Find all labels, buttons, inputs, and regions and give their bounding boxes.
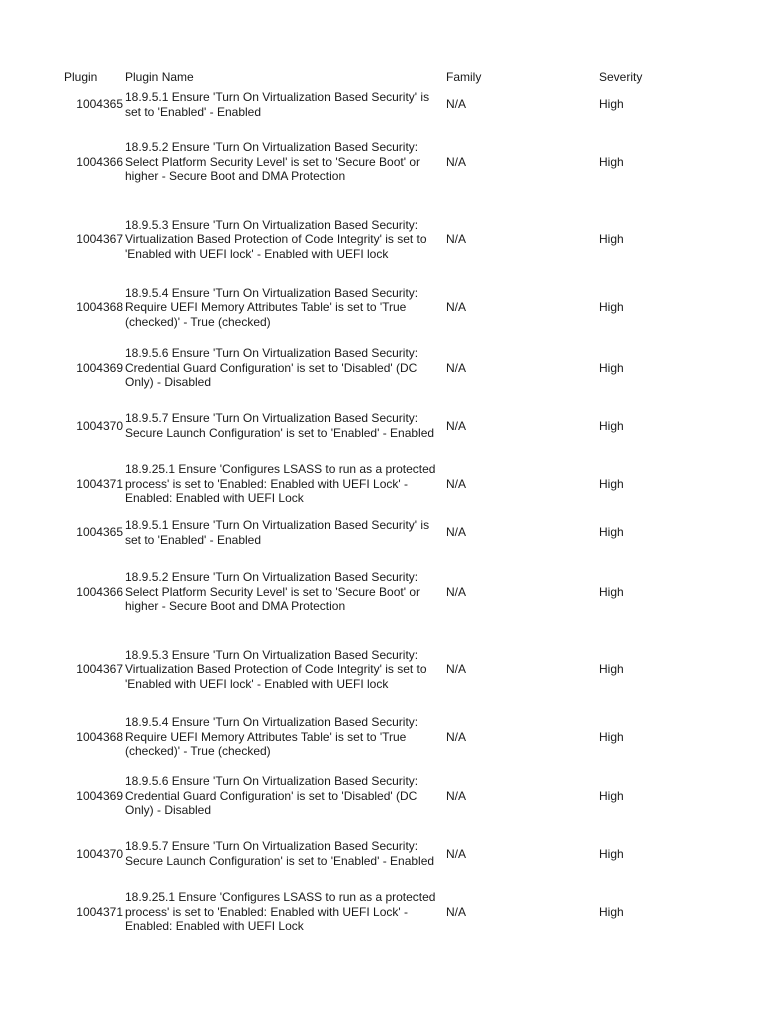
plugin-name: 18.9.5.4 Ensure 'Turn On Virtualization Based Security: Require UEFI Memory Attributes Table' is set to 'True (checked)' - True (checked): [125, 715, 419, 759]
plugin-family: N/A: [446, 525, 467, 540]
table-row: [0, 397, 768, 455]
plugin-severity: High: [599, 662, 624, 677]
plugin-family: N/A: [446, 154, 467, 169]
table-row: [0, 276, 768, 339]
plugin-name: 18.9.25.1 Ensure 'Configures LSASS to run as a protected process' is set to 'Enabled: Enabled with UEFI Lock' - Enabled: Enabled with UEFI Lock: [125, 890, 436, 934]
table-row: [0, 455, 768, 513]
plugin-severity: High: [599, 904, 624, 919]
plugin-severity: High: [599, 584, 624, 599]
plugin-name: 18.9.5.7 Ensure 'Turn On Virtualization Based Security: Secure Launch Configuration' is set to 'Enabled' - Enabled: [125, 839, 435, 868]
plugin-name: 18.9.5.2 Ensure 'Turn On Virtualization Based Security: Select Platform Security Level' is set to 'Secure Boot' or higher - Secure Boot and DMA Protection: [125, 570, 421, 614]
table-row: [0, 552, 768, 632]
column-header-plugin: Plugin: [64, 70, 98, 84]
plugin-severity: High: [599, 232, 624, 247]
plugin-id: 1004365: [76, 97, 123, 112]
plugin-severity: High: [599, 476, 624, 491]
plugin-family: N/A: [446, 729, 467, 744]
plugin-id: 1004365: [76, 525, 123, 540]
table-row: [0, 767, 768, 825]
plugin-family: N/A: [446, 97, 467, 112]
plugin-id: 1004369: [76, 788, 123, 803]
plugin-id: 1004369: [76, 360, 123, 375]
table-row: [0, 883, 768, 941]
plugin-family: N/A: [446, 846, 467, 861]
plugin-id: 1004367: [76, 662, 123, 677]
plugin-severity: High: [599, 360, 624, 375]
plugin-severity: High: [599, 525, 624, 540]
plugin-family: N/A: [446, 300, 467, 315]
plugin-id: 1004370: [76, 418, 123, 433]
plugin-name: 18.9.5.1 Ensure 'Turn On Virtualization Based Security' is set to 'Enabled' - Enabled: [125, 517, 430, 547]
plugin-severity: High: [599, 788, 624, 803]
column-header-plugin-name: Plugin Name: [125, 70, 194, 84]
column-header-family: Family: [446, 70, 482, 84]
table-row: [0, 121, 768, 203]
plugin-name: 18.9.5.1 Ensure 'Turn On Virtualization Based Security' is set to 'Enabled' - Enabled: [125, 89, 430, 119]
plugin-severity: High: [599, 418, 624, 433]
plugin-name: 18.9.5.2 Ensure 'Turn On Virtualization Based Security: Select Platform Security Level' is set to 'Secure Boot' or higher - Secure Boot and DMA Protection: [125, 140, 421, 184]
plugin-severity: High: [599, 300, 624, 315]
plugin-name: 18.9.5.3 Ensure 'Turn On Virtualization Based Security: Virtualization Based Protection of Code Integrity' is set to 'Enabled with UEFI lock' - Enabled with UEFI lock: [125, 647, 427, 691]
plugin-id: 1004371: [76, 476, 123, 491]
plugin-name: 18.9.25.1 Ensure 'Configures LSASS to run as a protected process' is set to 'Enabled: Enabled with UEFI Lock' - Enabled: Enabled with UEFI Lock: [125, 462, 436, 506]
table-row: [0, 632, 768, 707]
plugin-name: 18.9.5.4 Ensure 'Turn On Virtualization Based Security: Require UEFI Memory Attributes Table' is set to 'True (checked)' - True (checked): [125, 285, 419, 329]
plugin-id: 1004368: [76, 300, 123, 315]
plugin-family: N/A: [446, 584, 467, 599]
plugin-family: N/A: [446, 904, 467, 919]
plugin-name: 18.9.5.7 Ensure 'Turn On Virtualization Based Security: Secure Launch Configuration' is set to 'Enabled' - Enabled: [125, 411, 435, 440]
plugin-family: N/A: [446, 476, 467, 491]
plugin-family: N/A: [446, 662, 467, 677]
plugin-name: 18.9.5.6 Ensure 'Turn On Virtualization Based Security: Credential Guard Configuration' is set to 'Disabled' (DC Only) - Disabled: [125, 774, 419, 818]
plugin-family: N/A: [446, 232, 467, 247]
plugin-table: [0, 70, 768, 941]
plugin-severity: High: [599, 154, 624, 169]
table-row: [0, 203, 768, 276]
table-row: [0, 825, 768, 883]
table-row: [0, 339, 768, 397]
table-row: [0, 707, 768, 767]
plugin-severity: High: [599, 97, 624, 112]
plugin-family: N/A: [446, 788, 467, 803]
table-header: [0, 70, 768, 88]
plugin-family: N/A: [446, 418, 467, 433]
table-row: [0, 88, 768, 121]
plugin-severity: High: [599, 729, 624, 744]
plugin-id: 1004368: [76, 729, 123, 744]
plugin-id: 1004370: [76, 846, 123, 861]
plugin-name: 18.9.5.3 Ensure 'Turn On Virtualization Based Security: Virtualization Based Protection of Code Integrity' is set to 'Enabled with UEFI lock' - Enabled with UEFI lock: [125, 217, 427, 261]
plugin-severity: High: [599, 846, 624, 861]
plugin-name: 18.9.5.6 Ensure 'Turn On Virtualization Based Security: Credential Guard Configuration' is set to 'Disabled' (DC Only) - Disabled: [125, 346, 419, 390]
column-header-severity: Severity: [599, 70, 643, 84]
plugin-id: 1004366: [76, 154, 123, 169]
plugin-id: 1004367: [76, 232, 123, 247]
plugin-id: 1004371: [76, 904, 123, 919]
plugin-id: 1004366: [76, 584, 123, 599]
plugin-family: N/A: [446, 360, 467, 375]
table-row: [0, 513, 768, 552]
